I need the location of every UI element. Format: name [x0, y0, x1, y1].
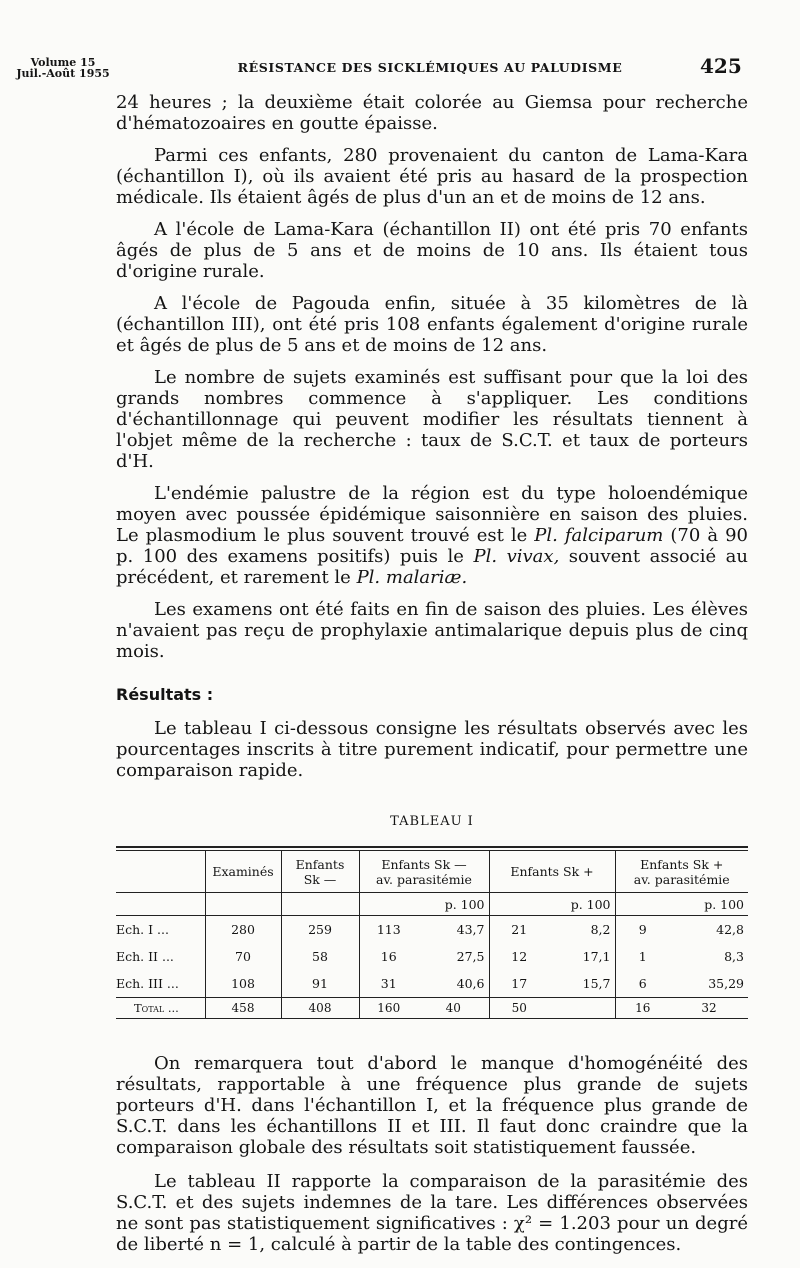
volume-number: Volume 15 [30, 56, 96, 69]
species-falciparum: Pl. falciparum [534, 525, 664, 546]
total-sk-neg-par: 160 [359, 998, 418, 1019]
cell-sk-neg-par-pct: 43,7 [418, 916, 489, 944]
col-examines: Examinés [205, 851, 281, 893]
cell-sk-pos-pct: 17,1 [549, 943, 615, 970]
row-label: Ech. III ... [116, 970, 205, 998]
cell-sk-neg-par: 16 [380, 949, 397, 964]
row-label: Ech. II ... [116, 943, 205, 970]
paragraph: A l'école de Lama-Kara (échantillon II) ont été pris 70 enfants âgés de plus de 5 ans et de moins de 10 ans. Ils étaient tous d'origine rurale. [116, 219, 748, 282]
cell-sk-pos: 12 [511, 949, 528, 964]
cell-sk-pos: 17 [511, 976, 528, 991]
unit-pct: p. 100 [549, 893, 615, 916]
table-row [116, 916, 748, 944]
unit-pct: p. 100 [670, 893, 748, 916]
cell-sk-neg-par: 31 [380, 976, 397, 991]
results-heading: Résultats : [116, 685, 214, 704]
col-sk-pos-parasitemie: Enfants Sk + av. parasitémie [615, 851, 748, 893]
col-sk-pos: Enfants Sk + [489, 851, 615, 893]
cell-sk-pos-par-pct: 8,3 [724, 949, 744, 964]
paragraph: Les examens ont été faits en fin de saison des pluies. Les élèves n'avaient pas reçu de prophylaxie antimalarique depuis plus de cinq mois. [116, 599, 748, 662]
table-total-row [116, 998, 748, 1019]
cell-examines: 108 [205, 970, 281, 998]
cell-sk-pos-pct: 8,2 [549, 916, 615, 944]
total-examines: 458 [205, 998, 281, 1019]
after-table-text [116, 1053, 748, 1255]
total-sk-pos-par-pct: 32 [670, 998, 748, 1019]
cell-sk-neg-par: 113 [376, 922, 401, 937]
table-row [116, 943, 748, 970]
total-sk-pos: 50 [489, 998, 549, 1019]
issue-date: Juil.-Août 1955 [16, 67, 110, 80]
cell-sk-pos-pct: 15,7 [549, 970, 615, 998]
table-header-row [116, 851, 748, 893]
cell-examines: 70 [205, 943, 281, 970]
paragraph: A l'école de Pagouda enfin, située à 35 kilomètres de là (échantillon III), ont été pris 108 enfants également d'origine rurale et âgés de plus de 5 ans et de moins de 12 ans. [116, 293, 748, 356]
species-malariae: Pl. malariæ. [356, 567, 468, 588]
cell-sk-pos-par: 6 [638, 976, 647, 991]
col-sk-neg-parasitemie: Enfants Sk — av. parasitémie [359, 851, 489, 893]
volume-info [8, 57, 118, 79]
total-label: Total ... [116, 998, 205, 1019]
cell-sk-neg: 91 [281, 970, 359, 998]
paragraph: Le nombre de sujets examinés est suffisant pour que la loi des grands nombres commence à s'appliquer. Les conditions d'échantillonnage qui peuvent modifier les résultats tiennent à l'objet même de la recherche : taux de S.C.T. et taux de porteurs d'H. [116, 367, 748, 472]
running-title: RÉSISTANCE DES SICKLÉMIQUES AU PALUDISME [237, 60, 623, 75]
table-title: TABLEAU I [390, 814, 474, 829]
results-intro: Le tableau I ci-dessous consigne les résultats observés avec les pourcentages inscrits à titre purement indicatif, pour permettre une comparaison rapide. [116, 718, 748, 781]
paragraph: Le tableau II rapporte la comparaison de la parasitémie des S.C.T. et des sujets indemnes de la tare. Les différences observées ne sont pas statistiquement significatives : χ² = 1.203 pour un degré de liberté n = 1, calculé à partir de la table des contingences. [116, 1171, 748, 1255]
cell-sk-pos: 21 [511, 922, 528, 937]
total-sk-pos-par: 16 [615, 998, 670, 1019]
cell-sk-pos-par-pct: 35,29 [708, 976, 744, 991]
page-number: 425 [700, 54, 742, 78]
total-sk-neg: 408 [281, 998, 359, 1019]
total-sk-neg-par-pct: 40 [418, 998, 489, 1019]
paragraph: 24 heures ; la deuxième était colorée au Giemsa pour recherche d'hématozoaires en goutte épaisse. [116, 92, 748, 134]
cell-sk-pos-par-pct: 42,8 [716, 922, 744, 937]
species-vivax: Pl. vivax, [473, 546, 560, 567]
results-table [116, 850, 748, 1019]
paragraph: Parmi ces enfants, 280 provenaient du canton de Lama-Kara (échantillon I), où ils avaient été pris au hasard de la prospection médicale. Ils étaient âgés de plus d'un an et de moins de 12 ans. [116, 145, 748, 208]
table-row [116, 970, 748, 998]
cell-sk-neg: 58 [281, 943, 359, 970]
table-top-rule [116, 846, 748, 848]
page-body [116, 92, 748, 1268]
cell-sk-pos-par: 9 [638, 922, 647, 937]
cell-examines: 280 [205, 916, 281, 944]
col-sk-neg: Enfants Sk — [281, 851, 359, 893]
unit-pct: p. 100 [418, 893, 489, 916]
cell-sk-neg-par-pct: 27,5 [418, 943, 489, 970]
cell-sk-neg-par-pct: 40,6 [418, 970, 489, 998]
cell-sk-neg: 259 [281, 916, 359, 944]
table-unit-row [116, 893, 748, 916]
paragraph: On remarquera tout d'abord le manque d'homogénéité des résultats, rapportable à une fréquence plus grande de sujets porteurs d'H. dans l'échantillon I, et la fréquence plus grande de S.C.T. dans les échantillons II et III. Il faut donc craindre que la comparaison globale des résultats soit statistiquement faussée. [116, 1053, 748, 1158]
row-label: Ech. I ... [116, 916, 205, 944]
cell-sk-pos-par: 1 [638, 949, 647, 964]
paragraph-plasmodium: L'endémie palustre de la région est du type holoendémique moyen avec poussée épidémique saisonnière en saison des pluies. Le plasmodium le plus souvent trouvé est le Pl. falciparum (70 à 90 p. 100 des examens positifs) puis le Pl. vivax, souvent associé au précédent, et rarement le Pl. malariæ. [116, 483, 749, 588]
